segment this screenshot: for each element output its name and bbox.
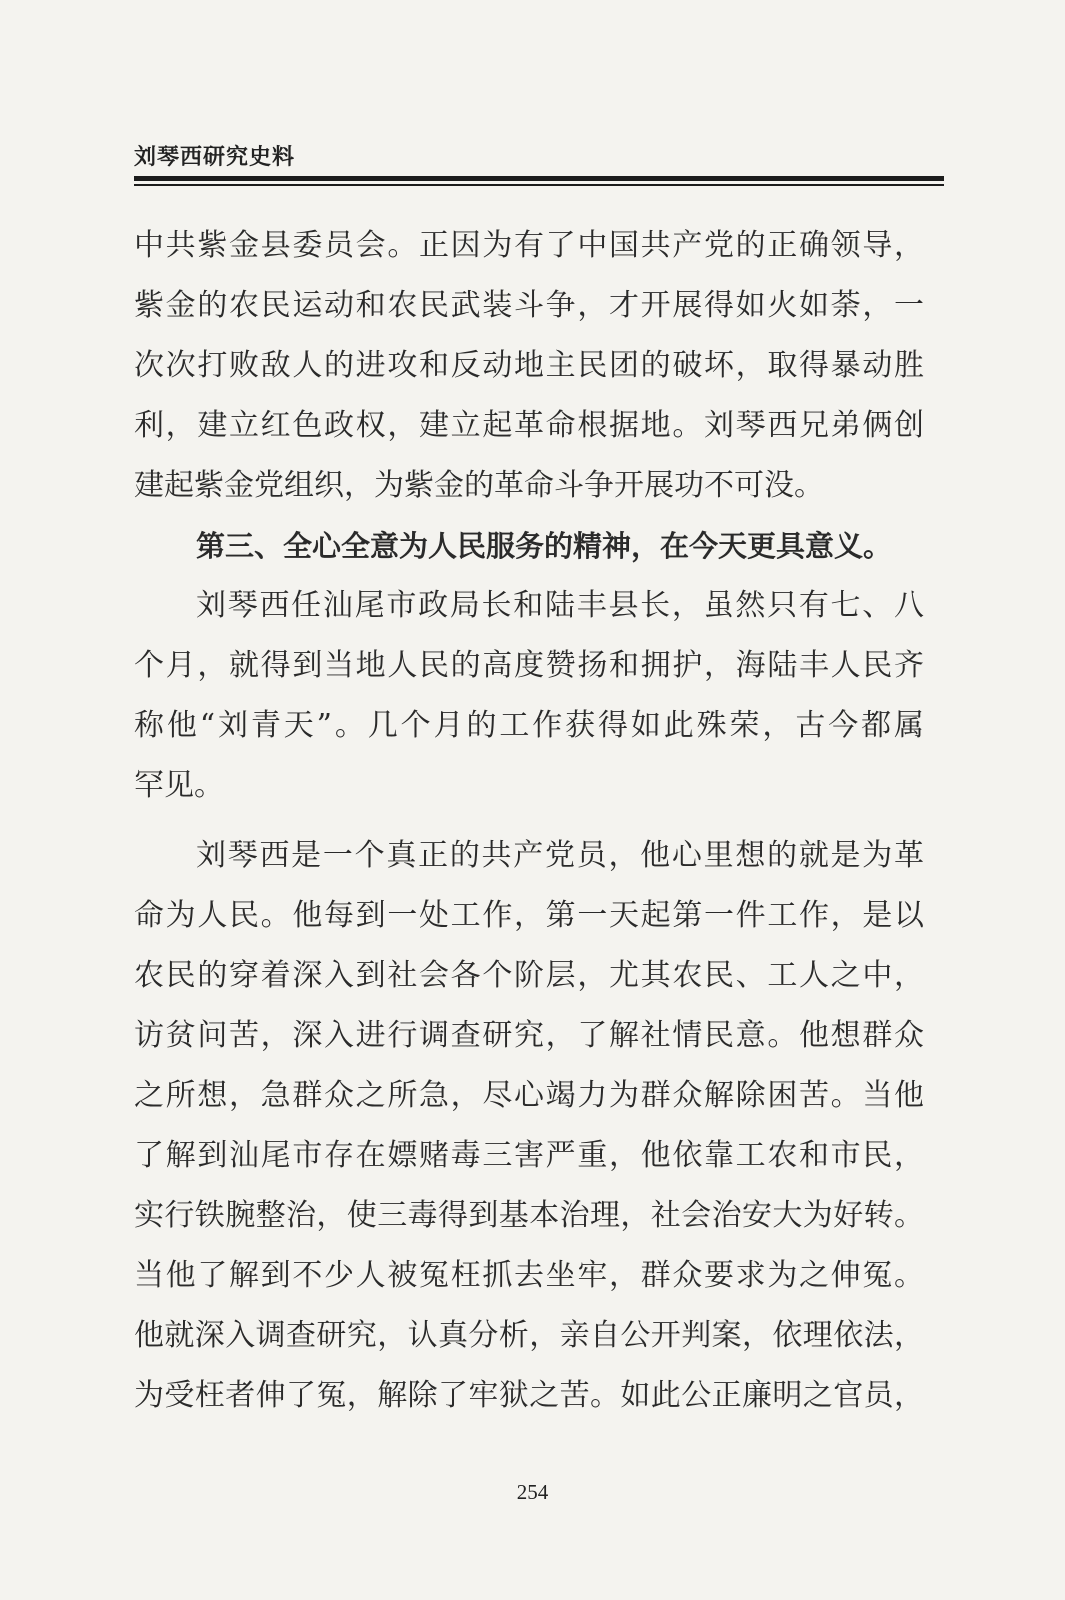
text-line: 访贫问苦，深入进行调查研究，了解社情民意。他想群众 — [134, 1018, 924, 1053]
text-line: 命为人民。他每到一处工作，第一天起第一件工作，是以 — [134, 898, 924, 933]
text-line: 称他“刘青天”。几个月的工作获得如此殊荣，古今都属 — [134, 708, 924, 743]
text-line: 刘琴西是一个真正的共产党员，他心里想的就是为革 — [196, 838, 924, 873]
text-line: 中共紫金县委员会。正因为有了中国共产党的正确领导， — [134, 228, 924, 263]
text-line: 紫金的农民运动和农民武装斗争，才开展得如火如荼，一 — [134, 288, 924, 323]
text-line: 农民的穿着深入到社会各个阶层，尤其农民、工人之中， — [134, 958, 924, 993]
running-header-title: 刘琴西研究史料 — [134, 145, 296, 170]
paragraph-gap — [134, 816, 924, 826]
text-line: 之所想，急群众之所急，尽心竭力为群众解除困苦。当他 — [134, 1078, 924, 1113]
text-line: 次次打败敌人的进攻和反动地主民团的破坏，取得暴动胜 — [134, 348, 924, 383]
text-line: 实行铁腕整治，使三毒得到基本治理，社会治安大为好转。 — [134, 1198, 924, 1233]
header-rule-thin — [134, 184, 944, 186]
page-number: 254 — [516, 1480, 549, 1504]
body-text — [134, 216, 924, 1426]
text-line: 刘琴西任汕尾市政局长和陆丰县长，虽然只有七、八 — [196, 588, 924, 623]
text-line: 了解到汕尾市存在嫖赌毒三害严重，他依靠工农和市民， — [134, 1138, 924, 1173]
text-line: 为受枉者伸了冤，解除了牢狱之苦。如此公正廉明之官员， — [134, 1378, 924, 1413]
text-line: 利，建立红色政权，建立起革命根据地。刘琴西兄弟俩创 — [134, 408, 924, 443]
text-line: 个月，就得到当地人民的高度赞扬和拥护，海陆丰人民齐 — [134, 648, 924, 683]
text-line: 罕见。 — [134, 768, 224, 803]
section-heading: 第三、全心全意为人民服务的精神，在今天更具意义。 — [196, 529, 893, 563]
text-line: 当他了解到不少人被冤枉抓去坐牢，群众要求为之伸冤。 — [134, 1258, 924, 1293]
header-rule-thick — [134, 176, 944, 181]
text-line: 建起紫金党组织，为紫金的革命斗争开展功不可没。 — [134, 468, 824, 503]
text-line: 他就深入调查研究，认真分析，亲自公开判案，依理依法， — [134, 1318, 924, 1353]
